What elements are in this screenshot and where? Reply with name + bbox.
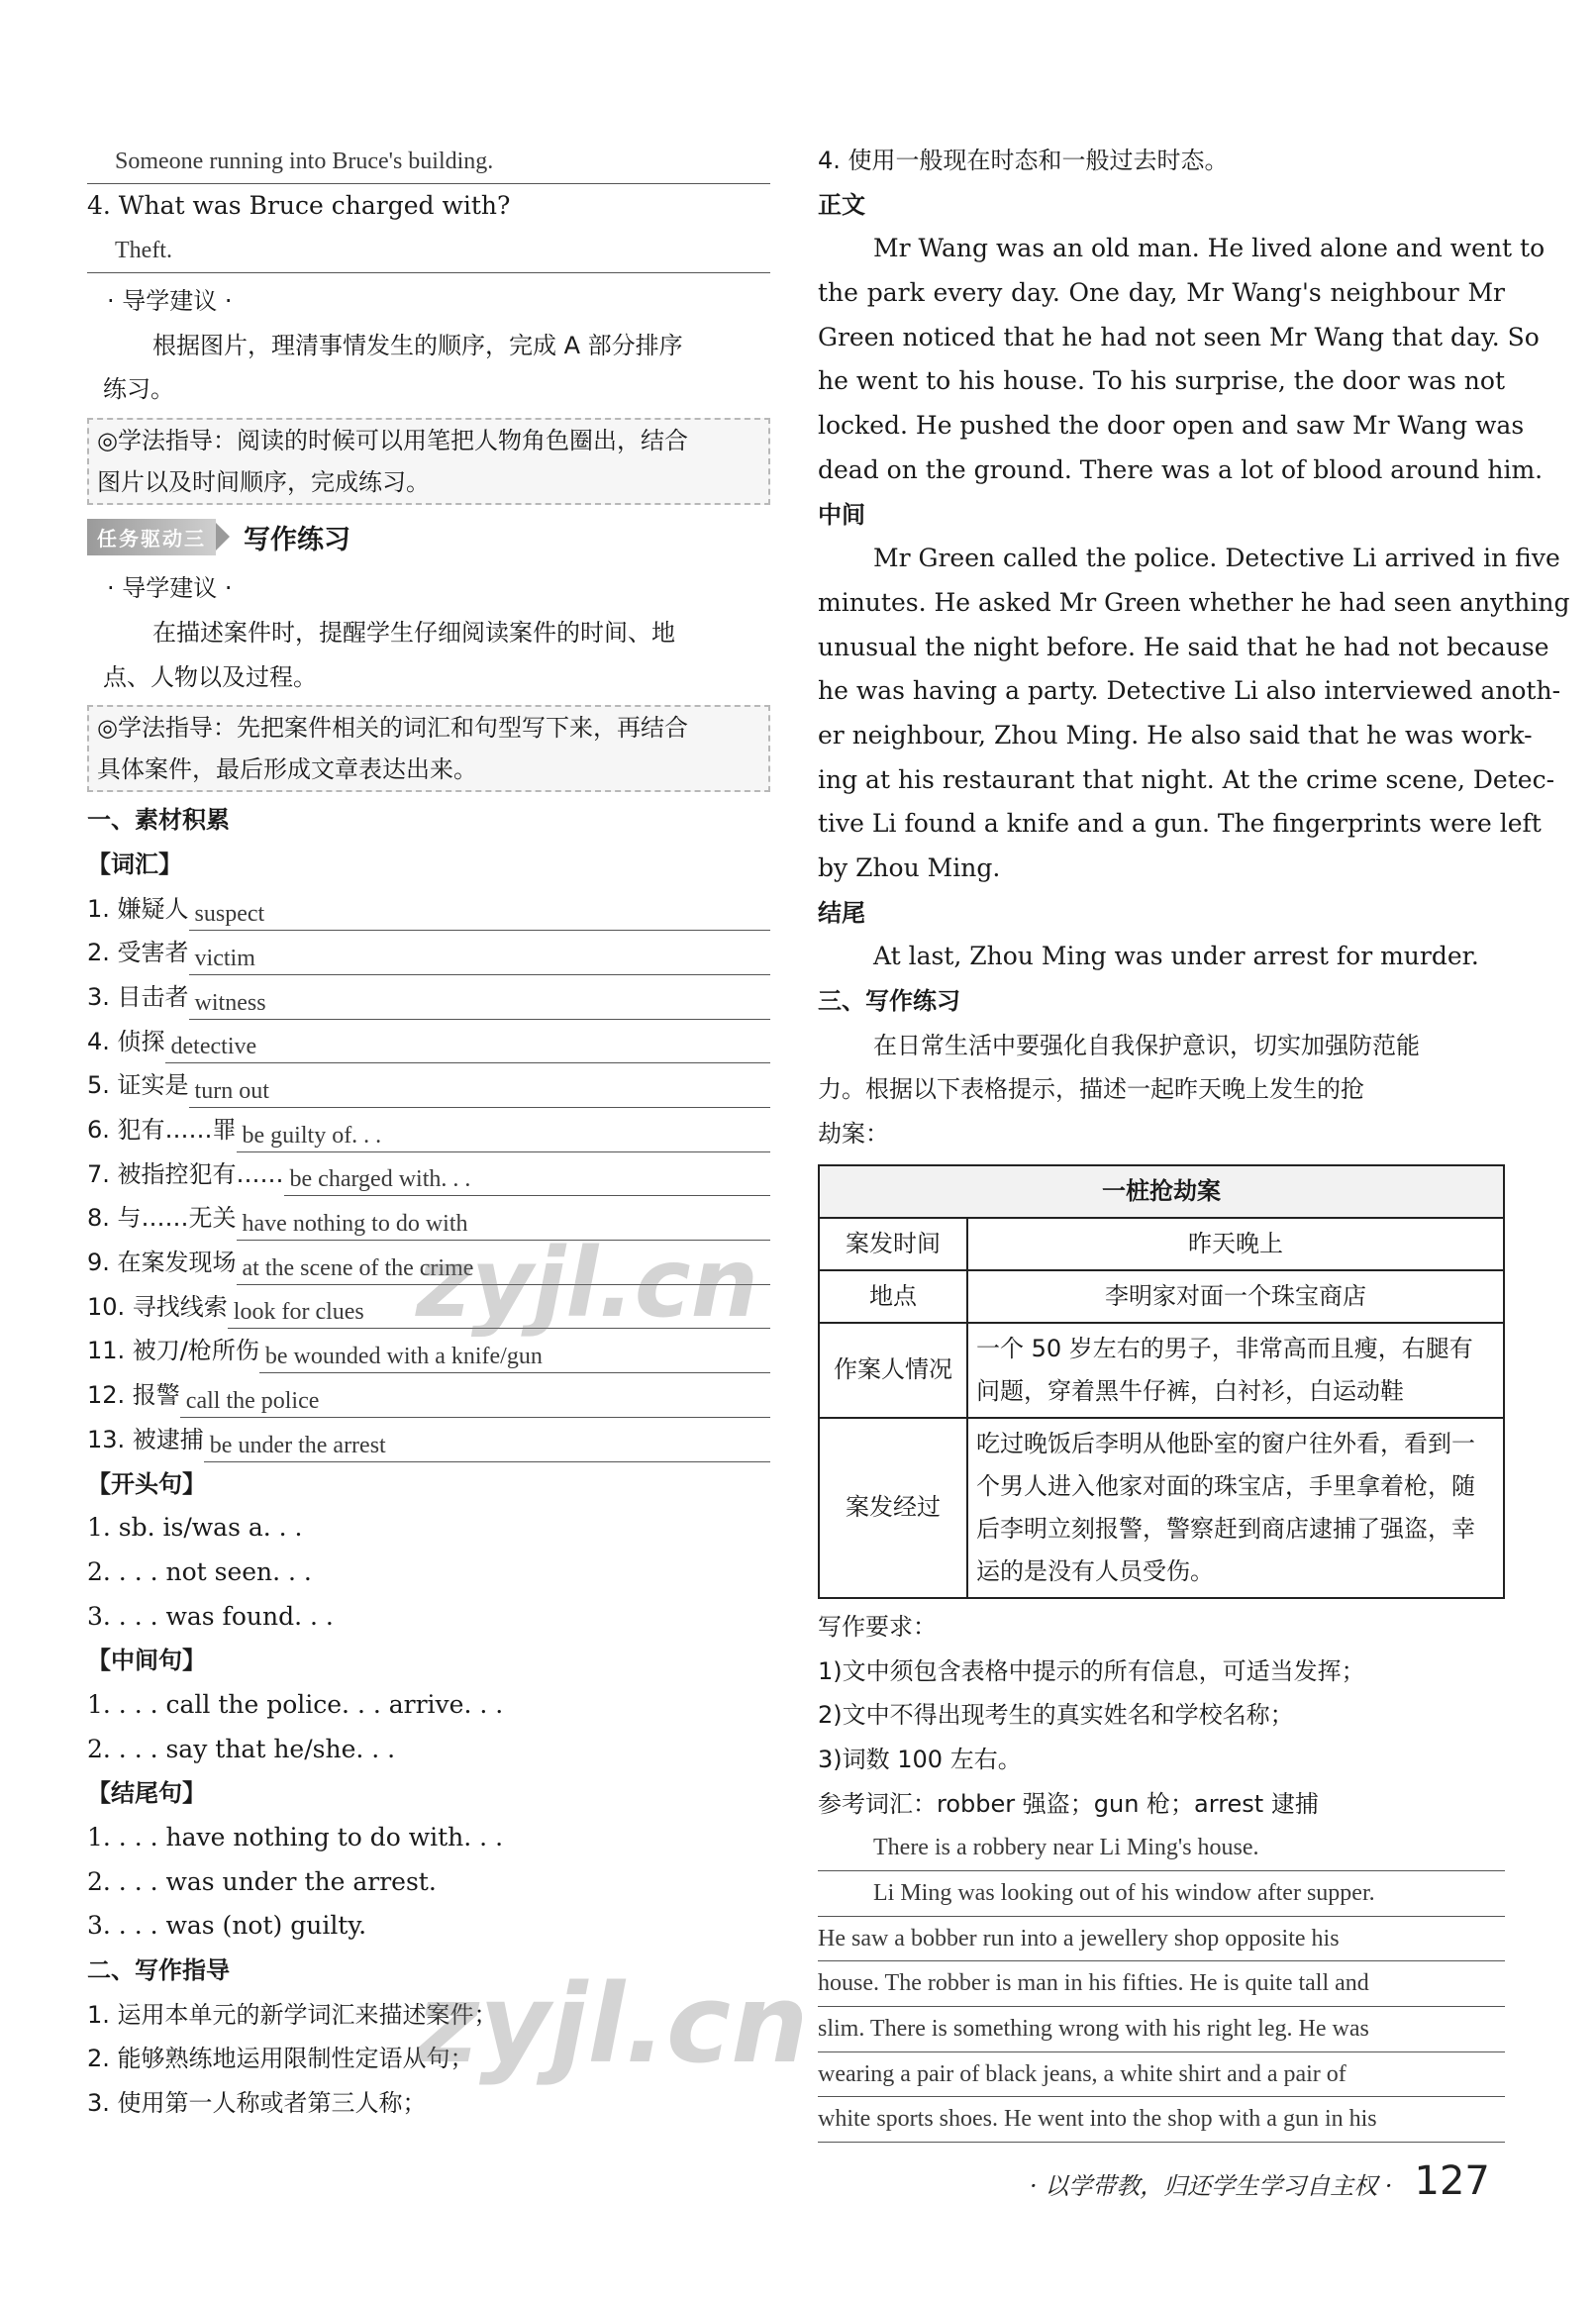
paragraph-line: ing at his restaurant that night. At the crime scene, Detec- [818, 764, 1555, 794]
vocab-prompt: 7. 被指控犯有…… [87, 1159, 284, 1188]
vocab-prompt: 4. 侦探 [87, 1027, 165, 1055]
task-arrow-icon [216, 523, 230, 550]
case-suspect-value: 一个 50 岁左右的男子，非常高而且瘦，右腿有问题，穿着黑牛仔裤，白衬衫，白运动鞋 [967, 1323, 1504, 1418]
study-tip-2-line1: ◎学法指导：先把案件相关的词汇和句型写下来，再结合 [97, 714, 688, 743]
essay-line: slim. There is something wrong with his right leg. He was [818, 2007, 1505, 2052]
case-place-value: 李明家对面一个珠宝商店 [967, 1270, 1504, 1323]
watermark: zyjl.cn [416, 1228, 758, 1339]
q3-answer-line [87, 139, 770, 184]
vocab-item [87, 1196, 770, 1241]
study-tip-1 [87, 418, 770, 505]
middle-2: 2. . . . say that he/she. . . [87, 1734, 396, 1763]
requirement-3: 3)词数 100 左右。 [818, 1745, 1022, 1773]
table-row [819, 1270, 1504, 1323]
vocab-item [87, 887, 770, 932]
paragraph-line: locked. He pushed the door open and saw Mr Wang was [818, 411, 1525, 441]
section1-heading: 一、素材积累 [87, 806, 230, 835]
body-label: 正文 [818, 190, 865, 219]
vocab-item [87, 1329, 770, 1373]
essay-line: There is a robbery near Li Ming's house. [818, 1826, 1505, 1871]
guide-label-2: · 导学建议 · [107, 574, 233, 603]
footer-motto: · 以学带教，归还学生学习自主权 · [1030, 2172, 1393, 2200]
task-line-2: 力。根据以下表格提示，描述一起昨天晚上发生的抢 [818, 1075, 1364, 1104]
essay-answer [818, 1826, 1505, 2143]
vocab-prompt: 2. 受害者 [87, 939, 189, 967]
ending-2: 2. . . . was under the arrest. [87, 1866, 437, 1896]
opening-1: 1. sb. is/was a. . . [87, 1513, 303, 1543]
paragraph-line: tive Li found a knife and a gun. The fingerprints were left [818, 809, 1542, 839]
page-number: 127 [1414, 2158, 1490, 2204]
study-tip-1-line2: 图片以及时间顺序，完成练习。 [97, 468, 430, 497]
vocab-item [87, 1241, 770, 1285]
ending-heading: 【结尾句】 [87, 1779, 206, 1808]
paragraph-line: he went to his house. To his surprise, the door was not [818, 366, 1505, 396]
table-row [819, 1218, 1504, 1270]
middle-label: 中间 [818, 500, 865, 529]
guide-text-2b: 点、人物以及过程。 [103, 662, 317, 691]
vocab-answer: at the scene of the crime [237, 1249, 770, 1285]
case-place-label: 地点 [819, 1270, 967, 1323]
vocab-answer: be wounded with a knife/gun [259, 1337, 770, 1373]
vocab-answer: turn out [189, 1071, 770, 1108]
table-row [819, 1323, 1504, 1418]
paragraph-line: dead on the ground. There was a lot of blood around him. [818, 454, 1544, 484]
paragraph-line: the park every day. One day, Mr Wang's neighbour Mr [818, 278, 1505, 308]
essay-line: Li Ming was looking out of his window after supper. [818, 1871, 1505, 1917]
middle-1: 1. . . . call the police. . . arrive. . . [87, 1689, 504, 1719]
vocab-list [87, 887, 770, 1462]
vocab-prompt: 6. 犯有……罪 [87, 1115, 237, 1144]
vocab-answer: be charged with. . . [284, 1159, 770, 1196]
paragraph-line: unusual the night before. He said that he had not because [818, 632, 1549, 661]
requirements-heading: 写作要求： [818, 1612, 937, 1641]
q4-answer: Theft. [115, 238, 172, 264]
paragraph-line: er neighbour, Zhou Ming. He also said that he was work- [818, 720, 1533, 750]
opening-2: 2. . . . not seen. . . [87, 1556, 312, 1586]
task-title: 写作练习 [244, 524, 350, 555]
q4-answer-line [87, 228, 770, 273]
guide-label-1: · 导学建议 · [107, 287, 233, 316]
right-column [818, 139, 1570, 2143]
reference-words: 参考词汇：robber 强盗；gun 枪；arrest 逮捕 [818, 1789, 1319, 1818]
paragraph-line: Mr Wang was an old man. He lived alone and went to [873, 234, 1546, 263]
vocab-prompt: 13. 被逮捕 [87, 1425, 204, 1453]
section2-heading: 二、写作指导 [87, 1956, 230, 1985]
case-suspect-label: 作案人情况 [819, 1323, 967, 1418]
paragraph-line: minutes. He asked Mr Green whether he had seen anything [818, 587, 1570, 617]
opening-3: 3. . . . was found. . . [87, 1601, 334, 1631]
guide-text-1a: 根据图片，理清事情发生的顺序，完成 A 部分排序 [152, 331, 683, 359]
vocab-item [87, 1152, 770, 1197]
watermark: zyjl.cn [416, 1960, 809, 2087]
left-column [87, 139, 770, 2126]
essay-line: He saw a bobber run into a jewellery shop opposite his [818, 1917, 1505, 1962]
essay-line: house. The robber is man in his fifties. He is quite tall and [818, 1961, 1505, 2007]
page-footer [1030, 2158, 1490, 2204]
vocab-item [87, 1063, 770, 1108]
vocab-item [87, 1373, 770, 1418]
vocab-prompt: 5. 证实是 [87, 1071, 189, 1100]
vocab-answer: suspect [189, 894, 770, 931]
requirement-1: 1)文中须包含表格中提示的所有信息，可适当发挥； [818, 1656, 1365, 1685]
paragraph-line: Green noticed that he had not seen Mr Wang that day. So [818, 322, 1540, 351]
task-line-1: 在日常生活中要强化自我保护意识，切实加强防范能 [873, 1031, 1420, 1059]
task-line-3: 劫案： [818, 1120, 889, 1149]
paragraph-line: by Zhou Ming. [818, 853, 1001, 882]
vocab-item [87, 1020, 770, 1064]
guidance-2: 2. 能够熟练地运用限制性定语从句； [87, 2045, 474, 2073]
study-tip-2 [87, 705, 770, 792]
middle-paragraph [818, 537, 1570, 891]
case-time-label: 案发时间 [819, 1218, 967, 1270]
case-process-label: 案发经过 [819, 1418, 967, 1598]
q4-question: 4. What was Bruce charged with? [87, 190, 511, 220]
vocab-answer: have nothing to do with [237, 1204, 770, 1241]
essay-line: wearing a pair of black jeans, a white shirt and a pair of [818, 2052, 1505, 2098]
vocab-prompt: 11. 被刀/枪所伤 [87, 1337, 259, 1365]
study-tip-2-line2: 具体案件，最后形成文章表达出来。 [97, 755, 477, 784]
case-process-value: 吃过晚饭后李明从他卧室的窗户往外看，看到一个男人进入他家对面的珠宝店，手里拿着枪，随后李明立刻报警，警察赶到商店逮捕了强盗，幸运的是没有人员受伤。 [967, 1418, 1504, 1598]
vocab-item [87, 1285, 770, 1330]
opening-heading: 【开头句】 [87, 1469, 206, 1498]
guide-text-2a: 在描述案件时，提醒学生仔细阅读案件的时间、地 [152, 618, 675, 647]
vocab-item [87, 1418, 770, 1462]
vocab-prompt: 3. 目击者 [87, 982, 189, 1011]
ending-1: 1. . . . have nothing to do with. . . [87, 1823, 504, 1851]
end-line: At last, Zhou Ming was under arrest for murder. [873, 942, 1479, 971]
middle-heading: 【中间句】 [87, 1647, 206, 1675]
vocab-answer: witness [189, 983, 770, 1020]
guidance-1: 1. 运用本单元的新学词汇来描述案件； [87, 2000, 498, 2029]
table-row [819, 1418, 1504, 1598]
case-table [818, 1164, 1505, 1599]
task-tag: 任务驱动三 [87, 519, 216, 555]
vocab-prompt: 9. 在案发现场 [87, 1249, 237, 1277]
study-tip-1-line1: ◎学法指导：阅读的时候可以用笔把人物角色圈出，结合 [97, 427, 688, 455]
q3-answer: Someone running into Bruce's building. [115, 149, 494, 174]
vocab-heading: 【词汇】 [87, 850, 182, 878]
vocab-item [87, 1108, 770, 1152]
paragraph-line: he was having a party. Detective Li also interviewed anoth- [818, 676, 1561, 706]
vocab-answer: victim [189, 939, 770, 975]
body-paragraph [818, 227, 1546, 492]
vocab-prompt: 1. 嫌疑人 [87, 894, 189, 923]
case-table-title: 一桩抢劫案 [819, 1165, 1504, 1218]
essay-line: white sports shoes. He went into the shop with a gun in his [818, 2097, 1505, 2143]
guidance-4: 4. 使用一般现在时态和一般过去时态。 [818, 147, 1229, 174]
vocab-item [87, 975, 770, 1020]
guide-text-1b: 练习。 [103, 375, 174, 404]
vocab-prompt: 10. 寻找线索 [87, 1292, 228, 1321]
task-header [87, 511, 770, 562]
vocab-answer: be under the arrest [204, 1426, 770, 1462]
vocab-prompt: 8. 与……无关 [87, 1204, 237, 1233]
vocab-prompt: 12. 报警 [87, 1381, 180, 1410]
vocab-item [87, 931, 770, 975]
vocab-answer: call the police [180, 1381, 770, 1418]
vocab-answer: look for clues [228, 1292, 770, 1329]
end-label: 结尾 [818, 898, 865, 927]
case-time-value: 昨天晚上 [967, 1218, 1504, 1270]
guidance-3: 3. 使用第一人称或者第三人称； [87, 2089, 427, 2118]
section3-heading: 三、写作练习 [818, 987, 960, 1016]
vocab-answer: detective [165, 1027, 770, 1063]
ending-3: 3. . . . was (not) guilty. [87, 1911, 367, 1941]
requirement-2: 2)文中不得出现考生的真实姓名和学校名称； [818, 1701, 1294, 1730]
paragraph-line: Mr Green called the police. Detective Li arrived in five [873, 544, 1560, 573]
vocab-answer: be guilty of. . . [237, 1116, 770, 1152]
